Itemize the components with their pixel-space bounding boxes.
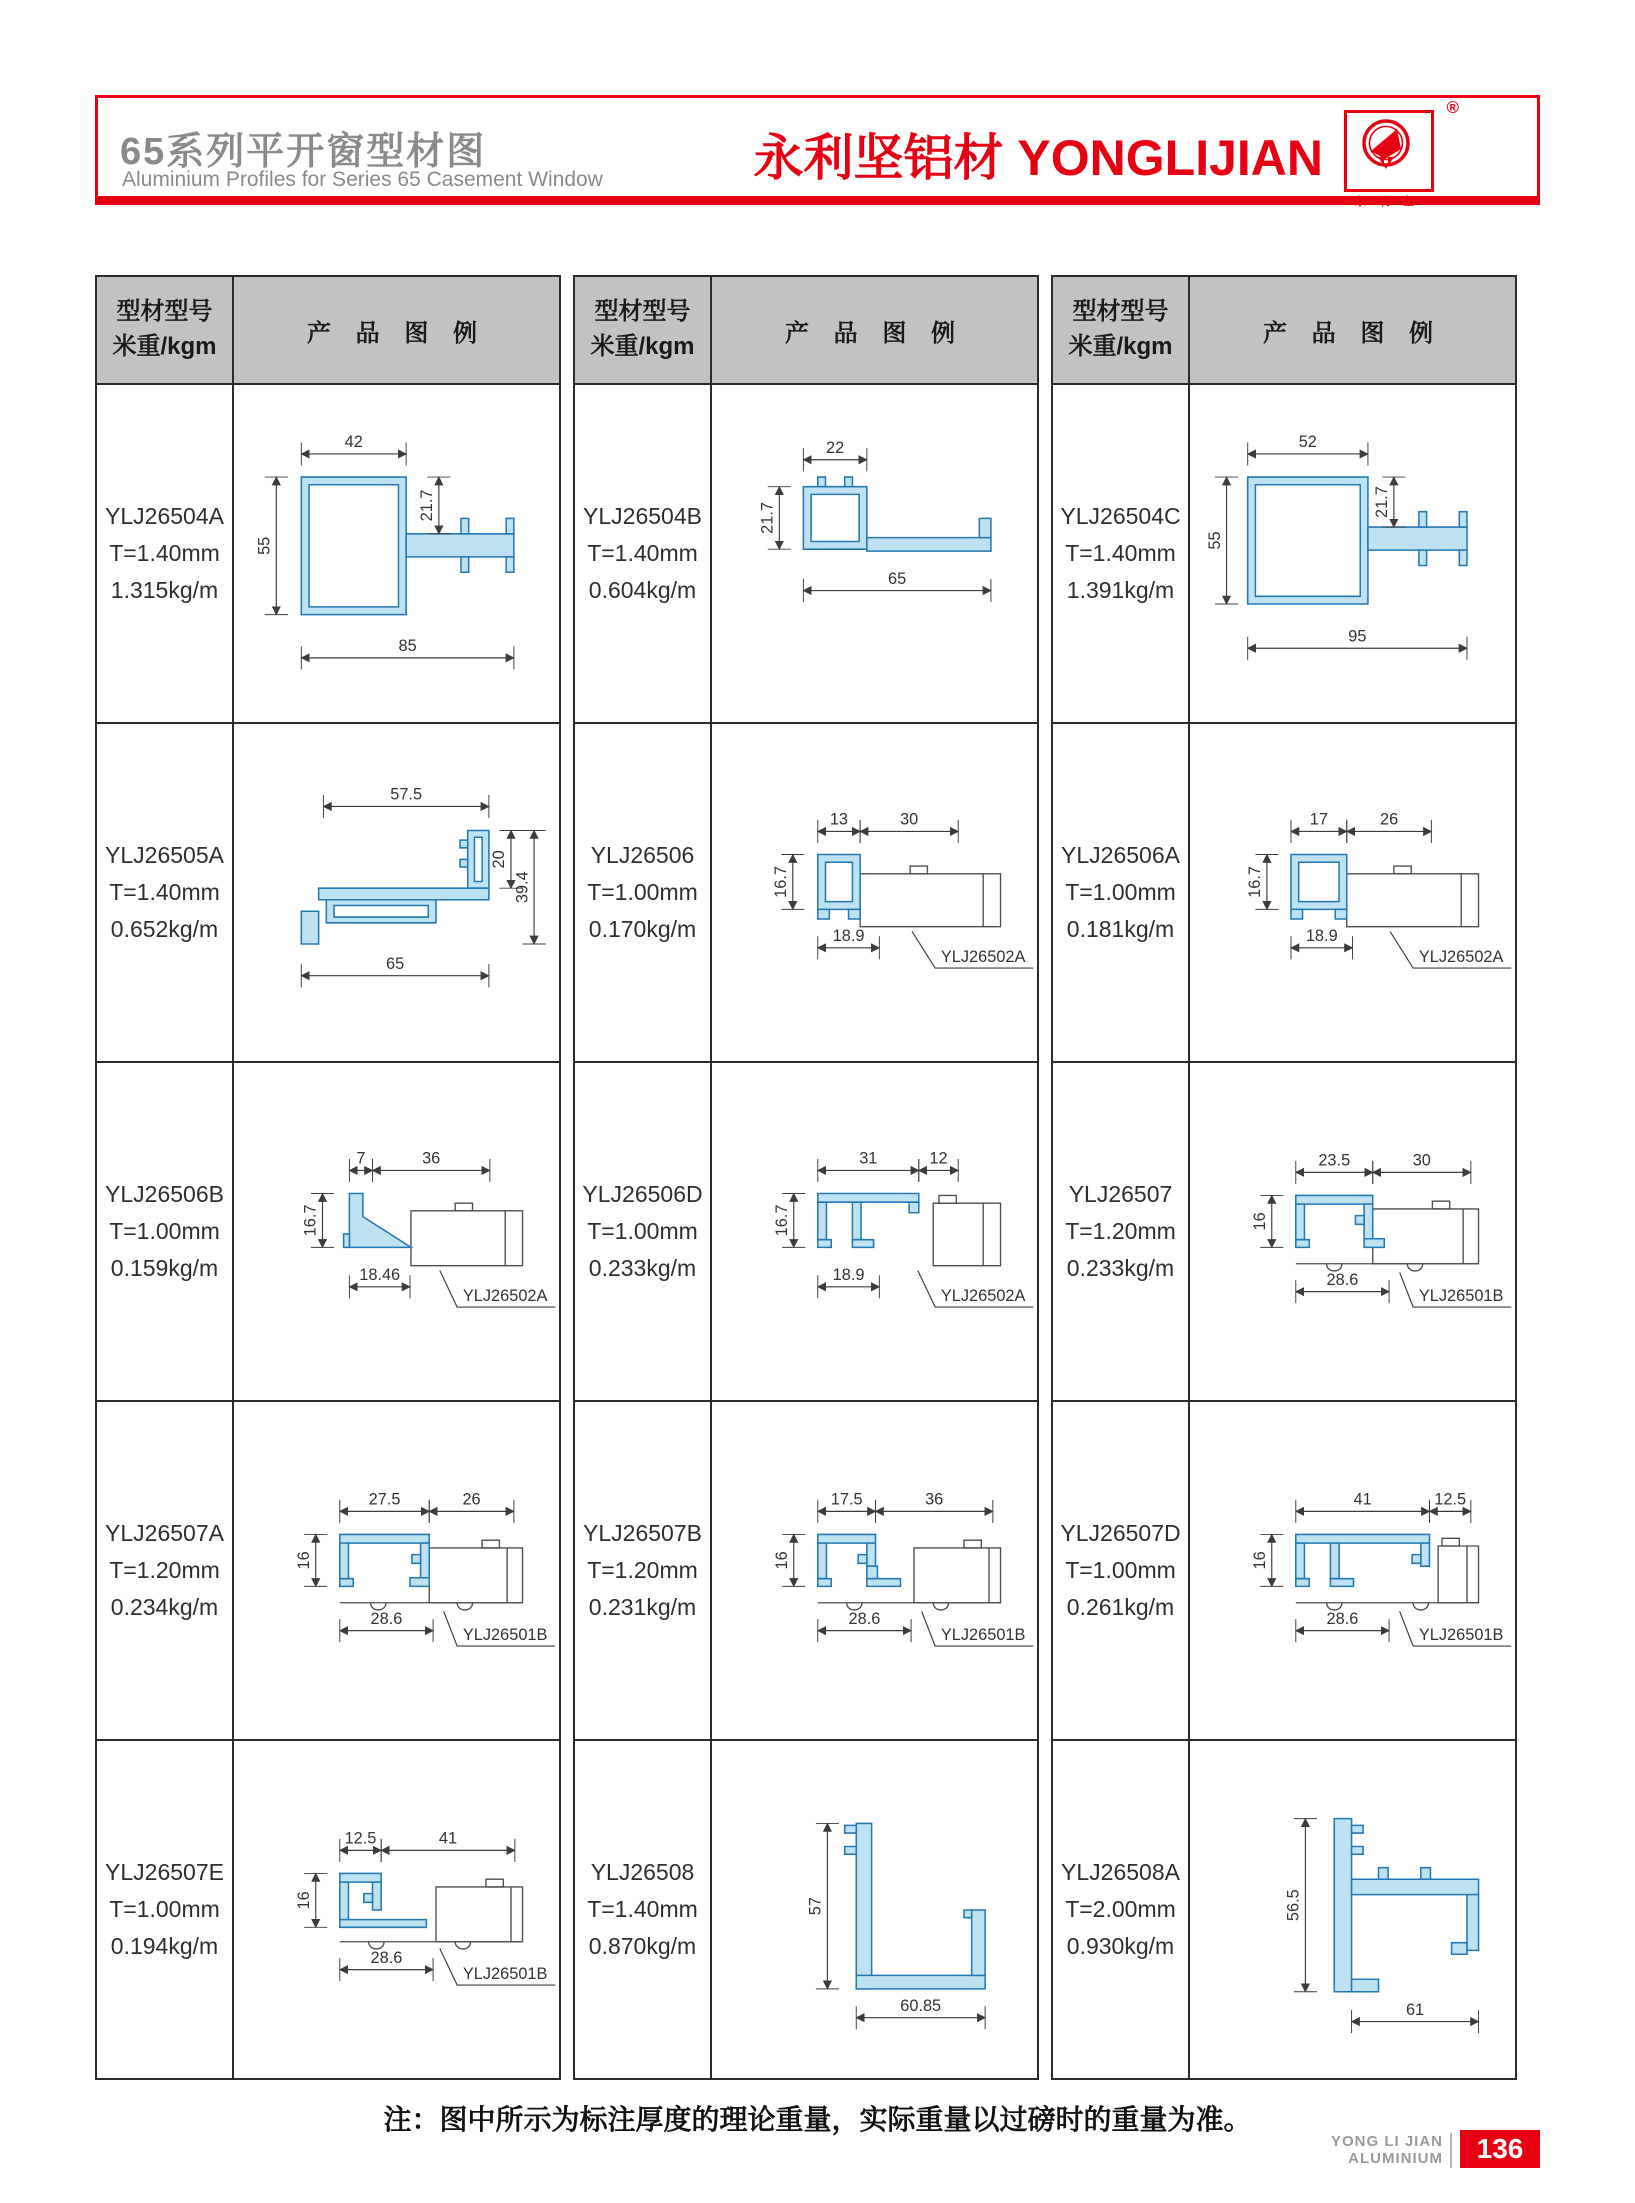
dimension [1296,1270,1389,1302]
profile-drawing-cell [1189,723,1516,1062]
mating-profile-label: YLJ26501B [462,1625,548,1644]
profile-drawing-cell [233,1062,560,1401]
dimension-label: 60.85 [900,1996,942,2015]
part-callout [1400,1272,1512,1307]
profile-info-cell [1052,723,1189,1062]
profile-thickness: T=1.40mm [109,879,220,906]
dimension-label: 20 [490,849,509,868]
profile-code: YLJ26505A [105,842,224,869]
profile-table-area [95,275,1517,2080]
profile-thickness: T=1.20mm [1065,1218,1176,1245]
profile-info-cell [574,1062,711,1401]
profile-drawing [712,728,1039,1058]
dimension [876,1490,993,1522]
profile-row [96,384,560,723]
dimension [256,477,288,615]
profile-row [96,723,560,1062]
dimension-label: 18.9 [832,926,865,945]
dimension-label: 55 [255,536,274,555]
profile-weight: 0.234kg/m [110,1593,219,1620]
dimension [803,569,991,601]
mating-profile-label: YLJ26501B [940,1625,1026,1644]
profile-weight: 0.233kg/m [1066,1254,1175,1281]
dimension-label: 18.46 [359,1265,401,1284]
profile-weight: 1.315kg/m [110,576,219,603]
dimension-label: 41 [1353,1490,1372,1509]
profile-code: YLJ26507B [583,1520,702,1547]
dimension [856,1996,985,2028]
column-header-model [1052,276,1189,384]
dimension-label: 16.7 [772,865,791,898]
dimension-label: 16 [1251,1550,1270,1570]
dimension-label: 21.7 [758,501,777,534]
brand-en: YONGLIJIAN [1017,130,1323,186]
profile-info-cell [96,1401,233,1740]
profile-drawing [234,1745,561,2075]
dimension [807,1823,839,1988]
profile-thickness: T=1.00mm [587,1218,698,1245]
column-header-drawing: 产 品 图 例 [233,276,560,384]
dimension-label: 16.7 [773,1204,792,1236]
dimension-label: 12.5 [344,1829,377,1848]
logo-box [1344,110,1434,192]
mating-profile-label: YLJ26502A [462,1286,548,1305]
dimension [818,810,860,842]
dimension-label: 55 [1205,530,1224,550]
profile-row [1052,1062,1516,1401]
dimension-label: 36 [422,1149,441,1168]
profile-row [574,1740,1038,2079]
dimension [1347,810,1432,842]
profile-thickness: T=1.00mm [587,879,698,906]
mating-profile-label: YLJ26502A [940,947,1026,966]
dimension [772,854,804,909]
dimension-label: 16 [773,1550,792,1570]
dimension-label: 21.7 [418,489,437,521]
dimension-label: 18.9 [832,1265,865,1284]
footer-brand-line2: ALUMINIUM [1348,2150,1443,2168]
header-model-line2: 米重/kgm [1068,333,1173,360]
dimension-label: 18.9 [1305,926,1338,945]
part-callout [1400,1611,1512,1646]
dimension-label: 31 [859,1149,878,1168]
dimension [803,439,866,471]
mating-profile-label: YLJ26501B [462,1964,548,1983]
dimension-label: 22 [826,438,845,457]
dimension-label: 39.4 [513,870,532,903]
profile-code: YLJ26506A [1061,842,1180,869]
profile-code: YLJ26507E [105,1859,224,1886]
dimension [340,1948,433,1980]
dimension [1248,627,1467,659]
dimension [513,830,545,943]
dimension [919,1149,958,1181]
dimension-label: 85 [398,636,417,655]
dimension-label: 23.5 [1318,1151,1351,1170]
profile-drawing-cell [711,384,1038,723]
page-title: 65系列平开窗型材图 [120,131,487,173]
brand-cn: 永利坚铝材 [753,130,1004,186]
profile-row [1052,1401,1516,1740]
profile-info-cell [1052,1062,1189,1401]
dimension-label: 13 [829,810,849,829]
header-model-line1: 型材型号 [1072,298,1169,326]
dimension-label: 17 [1309,810,1328,829]
profile-code: YLJ26504A [105,503,224,530]
column-header-model [96,276,233,384]
dimension-label: 26 [462,1490,481,1509]
profile-thickness: T=2.00mm [1065,1896,1176,1923]
profile-info-cell [574,1401,711,1740]
mating-profile-label: YLJ26501B [1418,1625,1504,1644]
profile-drawing-cell [711,723,1038,1062]
footer-brand-line1: YONG LI JIAN [1330,2133,1443,2150]
profile-row [96,1401,560,1740]
dimension-label: 65 [386,954,405,973]
dimension-label: 28.6 [1326,1609,1359,1628]
profile-drawing [712,1067,1039,1397]
profile-info-cell [96,384,233,723]
page-header [95,95,1540,208]
dimension-label: 56.5 [1284,1888,1303,1921]
profile-weight: 0.870kg/m [588,1932,697,1959]
dimension [349,1266,410,1298]
part-callout [922,1611,1034,1646]
profile-drawing [712,1406,1039,1736]
profile-drawing [234,1406,561,1736]
profile-info-cell [574,1740,711,2079]
profile-drawing [1190,1745,1517,2075]
dimension [1429,1490,1470,1522]
dimension [381,1829,515,1861]
profile-weight: 0.604kg/m [588,576,697,603]
profile-code: YLJ26504B [583,503,702,530]
profile-drawing [712,1745,1039,2075]
dimension [818,1149,919,1181]
dimension-label: 52 [1298,432,1317,451]
mating-profile-label: YLJ26501B [1418,1286,1504,1305]
dimension-label: 16 [295,1890,314,1909]
dimension-label: 12 [929,1149,948,1168]
dimension [340,1829,381,1861]
profile-info-cell [574,384,711,723]
profile-row [1052,723,1516,1062]
dimension [323,785,488,817]
dimension [818,1609,911,1641]
header-model-line2: 米重/kgm [590,333,695,360]
profile-thickness: T=1.20mm [109,1557,220,1584]
part-callout [440,1270,555,1307]
dimension [773,1193,805,1247]
profile-drawing [234,1067,561,1397]
profile-code: YLJ26506D [582,1181,703,1208]
dimension-label: 65 [888,569,907,588]
profile-drawing-cell [233,723,560,1062]
page-subtitle: Aluminium Profiles for Series 65 Casement Window [122,168,603,191]
dimension-label: 57.5 [390,785,423,804]
dimension-label: 7 [356,1149,366,1168]
profile-row [1052,1740,1516,2079]
dimension [818,1490,876,1522]
dimension [1251,1534,1283,1586]
profile-info-cell [1052,1401,1189,1740]
profile-code: YLJ26506 [590,842,695,869]
profile-row [574,1062,1038,1401]
dimension-label: 30 [900,810,919,829]
profile-code: YLJ26507A [105,1520,224,1547]
dimension [349,1149,372,1181]
dimension-label: 95 [1348,627,1367,646]
profile-weight: 0.930kg/m [1066,1932,1175,1959]
dimension-label: 30 [1412,1151,1431,1170]
dimension [340,1490,429,1522]
dimension-label: 16 [295,1550,314,1570]
registered-mark: ® [1446,98,1459,117]
profile-table-1 [95,275,561,2080]
dimension [372,1149,489,1181]
profile-thickness: T=1.40mm [109,540,220,567]
profile-info-cell [1052,384,1189,723]
profile-code: YLJ26504C [1060,503,1181,530]
dimension-label: 21.7 [1373,485,1392,518]
dimension [1352,2000,1479,2032]
profile-row [574,1401,1038,1740]
profile-drawing-cell [1189,1740,1516,2079]
dimension [1248,433,1368,465]
profile-drawing [1190,1406,1517,1736]
dimension [295,1534,327,1586]
profile-thickness: T=1.40mm [587,1896,698,1923]
profile-drawing [234,728,561,1058]
profile-table-2 [573,275,1039,2080]
profile-thickness: T=1.40mm [587,540,698,567]
dimension [1373,1151,1471,1183]
dimension [429,1490,514,1522]
profile-drawing-cell [1189,1062,1516,1401]
profile-info-cell [1052,1740,1189,2079]
profile-drawing [234,389,561,719]
dimension [1291,927,1353,959]
profile-code: YLJ26508 [590,1859,695,1886]
profile-drawing [1190,1067,1517,1397]
mating-profile-label: YLJ26502A [940,1286,1026,1305]
dimension-label: 27.5 [368,1490,401,1509]
dimension [1291,810,1347,842]
part-callout [1390,931,1511,968]
profile-thickness: T=1.00mm [109,1218,220,1245]
dimension [1296,1490,1430,1522]
dimension-label: 26 [1379,810,1399,829]
dimension-label: 16.7 [301,1204,320,1236]
column-header-drawing: 产 品 图 例 [711,276,1038,384]
profile-drawing-cell [233,1740,560,2079]
dimension-label: 12.5 [1434,1490,1467,1509]
profile-drawing-cell [233,1401,560,1740]
profile-row [574,723,1038,1062]
profile-row [574,384,1038,723]
profile-drawing [1190,728,1517,1058]
dimension [301,433,406,465]
dimension [1296,1151,1373,1183]
profile-drawing-cell [711,1062,1038,1401]
part-callout [444,1611,556,1646]
dimension [1246,854,1278,909]
dimension [1373,477,1405,527]
logo-characters: 永 利 坚 [1354,196,1420,208]
profile-row [96,1062,560,1401]
dimension [295,1873,327,1927]
profile-drawing-cell [1189,384,1516,723]
dimension-label: 61 [1405,2000,1425,2019]
dimension-label: 28.6 [370,1948,403,1967]
profile-thickness: T=1.00mm [1065,1557,1176,1584]
dimension [818,1266,880,1298]
header-model-line1: 型材型号 [594,298,691,326]
dimension-label: 42 [344,432,363,451]
dimension-label: 57 [806,1896,825,1915]
dimension [759,486,791,549]
dimension [1206,477,1238,604]
dimension-label: 28.6 [848,1609,881,1628]
profile-info-cell [96,1062,233,1401]
dimension-label: 36 [925,1490,944,1509]
profile-info-cell [96,1740,233,2079]
profile-thickness: T=1.00mm [109,1896,220,1923]
dimension [860,810,958,842]
dimension [340,1609,433,1641]
profile-drawing-cell [711,1740,1038,2079]
profile-weight: 0.233kg/m [588,1254,697,1281]
dimension [418,477,450,534]
brand-logo [1341,110,1433,209]
profile-weight: 0.231kg/m [588,1593,697,1620]
profile-thickness: T=1.40mm [1065,540,1176,567]
profile-thickness: T=1.20mm [587,1557,698,1584]
page-number-badge: 136 [1460,2130,1540,2168]
profile-weight: 0.159kg/m [110,1254,219,1281]
brand-text [754,118,1324,190]
column-header-drawing: 产 品 图 例 [1189,276,1516,384]
dimension-label: 17.5 [830,1490,863,1509]
dimension-label: 28.6 [1326,1270,1359,1289]
column-header-model [574,276,711,384]
profile-table-3 [1051,275,1517,2080]
mating-profile-label: YLJ26502A [1418,947,1504,966]
dimension-label: 41 [438,1829,458,1848]
profile-thickness: T=1.00mm [1065,879,1176,906]
dimension [301,637,514,669]
footer-brand [1331,2133,1452,2168]
profile-drawing [712,389,1039,719]
profile-drawing-cell [233,384,560,723]
profile-weight: 0.261kg/m [1066,1593,1175,1620]
profile-drawing-cell [711,1401,1038,1740]
dimension [1296,1609,1389,1641]
profile-code: YLJ26508A [1061,1859,1180,1886]
profile-row [1052,384,1516,723]
header-model-line2: 米重/kgm [112,333,217,360]
profile-info-cell [574,723,711,1062]
dimension [302,1193,334,1247]
profile-drawing-cell [1189,1401,1516,1740]
dimension [818,927,880,959]
part-callout [918,1270,1033,1307]
profile-weight: 0.652kg/m [110,915,219,942]
profile-weight: 0.181kg/m [1066,915,1175,942]
logo-mark-icon [1347,113,1425,183]
dimension [773,1534,805,1586]
dimension [1251,1195,1283,1247]
dimension-label: 16 [1251,1211,1270,1231]
dimension-label: 28.6 [370,1609,403,1628]
profile-code: YLJ26507D [1060,1520,1181,1547]
profile-weight: 0.194kg/m [110,1932,219,1959]
dimension-label: 16.7 [1246,865,1265,898]
profile-weight: 0.170kg/m [588,915,697,942]
dimension [301,954,489,986]
profile-weight: 1.391kg/m [1066,576,1175,603]
profile-info-cell [96,723,233,1062]
profile-code: YLJ26506B [105,1181,224,1208]
footer-note: 注：图中所示为标注厚度的理论重量，实际重量以过磅时的重量为准。 [383,2104,1252,2135]
profile-row [96,1740,560,2079]
header-model-line1: 型材型号 [116,298,213,326]
part-callout [440,1948,555,1985]
profile-drawing [1190,389,1517,719]
part-callout [912,931,1033,968]
dimension [1285,1818,1317,1991]
profile-code: YLJ26507 [1068,1181,1173,1208]
